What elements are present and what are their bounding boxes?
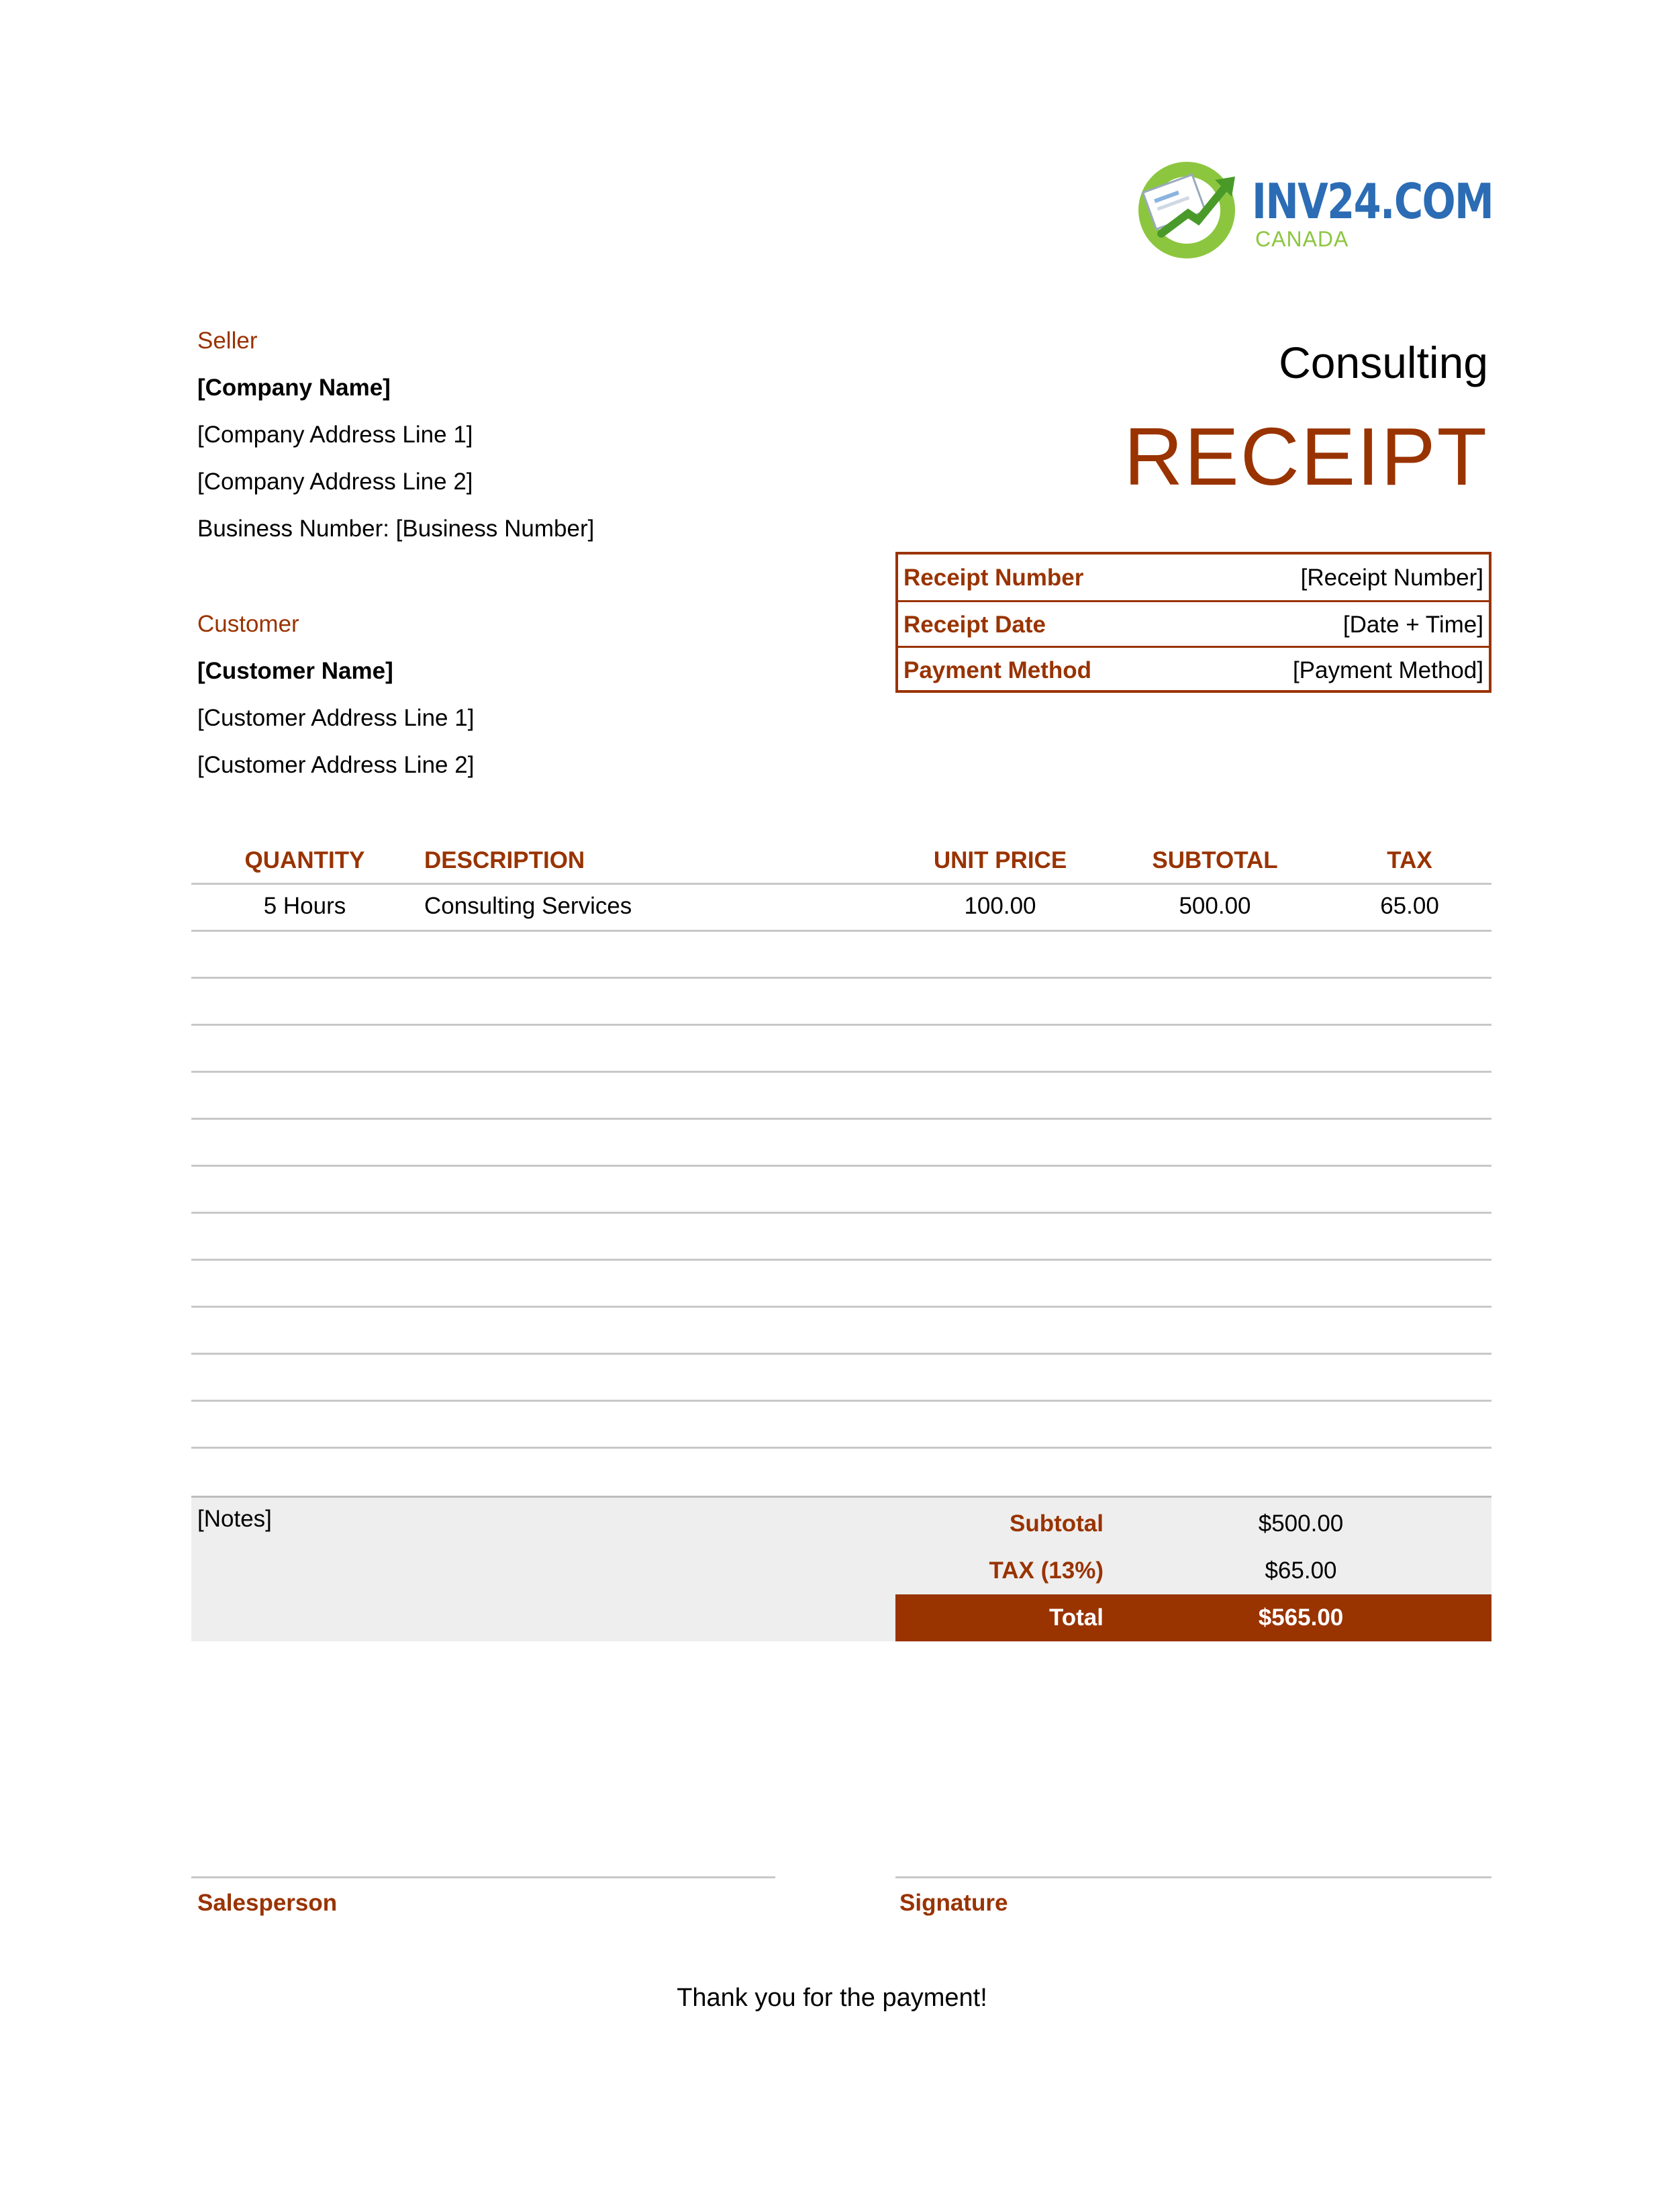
receipt-date-value: [Date + Time] (1342, 611, 1483, 638)
customer-name: [Customer Name] (197, 658, 393, 684)
row-description: Consulting Services (424, 893, 632, 919)
table-rule (191, 1071, 1491, 1073)
row-unit-price: 100.00 (964, 893, 1036, 919)
summary-top-rule (191, 1496, 1491, 1498)
table-rule (191, 1212, 1491, 1214)
total-label: Total (1048, 1604, 1104, 1631)
logo-wordmark: INV24.COM (1252, 173, 1494, 230)
document-title: RECEIPT (1124, 411, 1488, 502)
row-subtotal: 500.00 (1179, 893, 1251, 919)
table-rule (191, 1165, 1491, 1167)
receipt-number-value: [Receipt Number] (1300, 565, 1483, 591)
payment-method-value: [Payment Method] (1292, 657, 1483, 683)
subtotal-value: $500.00 (1258, 1510, 1344, 1537)
table-rule (191, 977, 1491, 979)
table-rule (191, 1259, 1491, 1261)
seller-address-line-1: [Company Address Line 1] (197, 422, 473, 448)
document-subtitle: Consulting (1279, 338, 1488, 387)
customer-label: Customer (197, 611, 299, 637)
row-quantity: 5 Hours (263, 893, 346, 919)
table-rule (191, 1118, 1491, 1120)
table-rule (191, 1353, 1491, 1355)
table-rule (191, 1447, 1491, 1449)
table-rule (191, 930, 1491, 932)
tax-label: TAX (13%) (989, 1557, 1104, 1584)
salesperson-line (191, 1876, 775, 1878)
notes-text: [Notes] (197, 1506, 272, 1532)
receipt-number-row (898, 555, 1489, 602)
seller-company-name: [Company Name] (197, 375, 391, 401)
signature-label: Signature (899, 1890, 1008, 1916)
col-header-subtotal: SUBTOTAL (1152, 847, 1278, 873)
table-row (0, 893, 1664, 926)
receipt-date-label: Receipt Date (903, 611, 1046, 638)
total-value: $565.00 (1258, 1604, 1344, 1631)
table-rule (191, 1306, 1491, 1308)
col-header-tax: TAX (1387, 847, 1432, 873)
logo-subtitle: CANADA (1255, 227, 1349, 251)
payment-method-row (898, 646, 1489, 693)
receipt-date-row (898, 600, 1489, 647)
seller-label: Seller (197, 328, 258, 354)
col-header-quantity: QUANTITY (244, 847, 365, 873)
seller-business-number: Business Number: [Business Number] (197, 516, 595, 542)
payment-method-label: Payment Method (903, 657, 1092, 683)
company-logo (1134, 153, 1494, 260)
col-header-unit-price: UNIT PRICE (933, 847, 1067, 873)
salesperson-label: Salesperson (197, 1890, 338, 1916)
seller-address-line-2: [Company Address Line 2] (197, 469, 473, 495)
customer-address-line-2: [Customer Address Line 2] (197, 752, 475, 778)
logo-icon (1134, 153, 1249, 260)
thank-you-message: Thank you for the payment! (677, 1984, 987, 2012)
tax-value: $65.00 (1265, 1557, 1337, 1584)
signature-line (895, 1876, 1491, 1878)
receipt-number-label: Receipt Number (903, 565, 1084, 591)
customer-address-line-1: [Customer Address Line 1] (197, 705, 475, 731)
table-rule (191, 1024, 1491, 1026)
table-rule (191, 1400, 1491, 1402)
subtotal-label: Subtotal (1010, 1510, 1104, 1537)
row-tax: 65.00 (1380, 893, 1439, 919)
col-header-description: DESCRIPTION (424, 847, 585, 873)
receipt-info-box (895, 552, 1491, 693)
table-rule (191, 883, 1491, 885)
